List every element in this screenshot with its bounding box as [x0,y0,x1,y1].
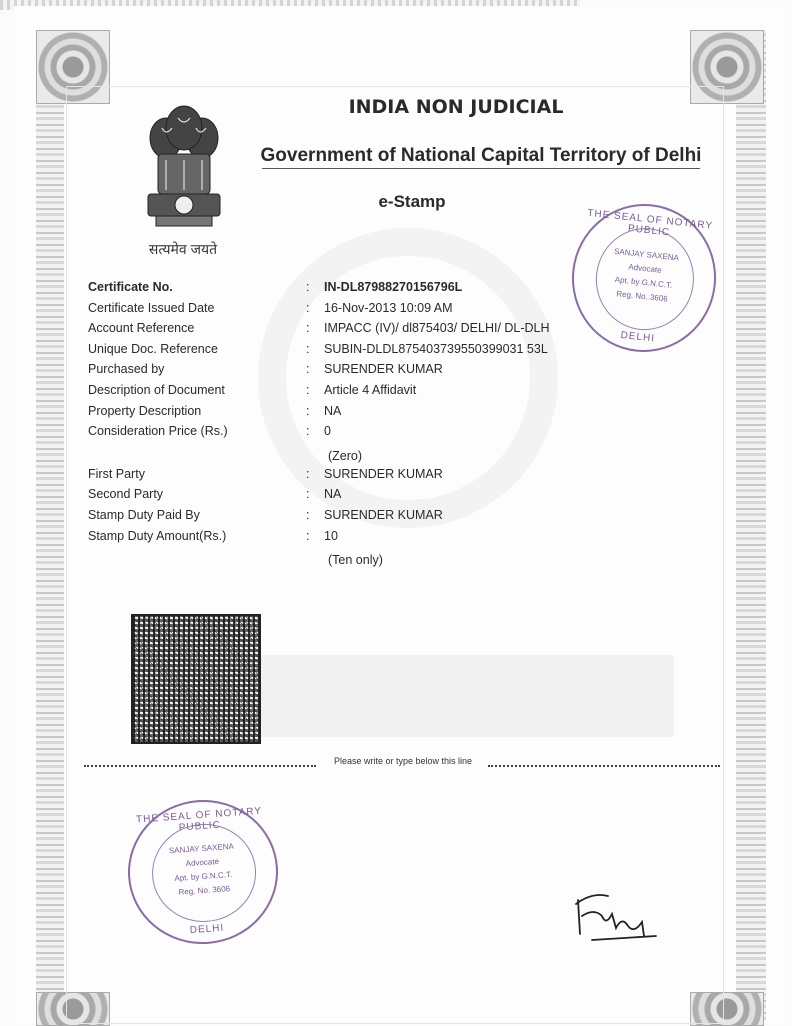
detail-label: Stamp Duty Amount(Rs.) [88,528,227,543]
separator-text: Please write or type below this line [333,756,473,766]
right-border-ornament [736,30,766,1020]
detail-separator: : [306,382,310,397]
detail-value: NA [324,403,342,418]
detail-label: Certificate No. [88,280,173,294]
dotted-line-left [84,765,316,767]
document-type: e-Stamp [378,192,446,211]
seal-top-text: THE SEAL OF NOTARY PUBLIC [586,207,714,239]
seal-appointment: Apt. by G.N.C.T. [174,869,233,883]
detail-label: Stamp Duty Paid By [88,507,200,522]
detail-value: 16-Nov-2013 10:09 AM [324,300,453,315]
detail-row-unique-doc-reference [88,342,688,363]
seal-registration: Reg. No. 3606 [178,884,231,897]
subtitle-underline [262,168,700,169]
seal-name: SANJAY SAXENA [168,841,235,856]
detail-label: Description of Document [88,382,225,397]
detail-separator: : [306,487,310,502]
seal-appointment: Apt. by G.N.C.T. [614,274,673,290]
detail-separator: : [306,403,310,418]
amount-words: (Ten only) [328,553,383,568]
detail-label: First Party [88,466,145,481]
signature-icon [572,886,662,946]
detail-separator: : [306,300,310,315]
detail-value: SURENDER KUMAR [324,362,443,377]
seal-registration: Reg. No. 3606 [615,289,669,304]
detail-separator: : [306,321,310,336]
detail-separator: : [306,424,310,439]
detail-row-property-description [88,404,688,425]
detail-label: Certificate Issued Date [88,300,215,315]
detail-row-second-party [88,487,688,508]
detail-separator: : [306,341,310,356]
detail-label: Account Reference [88,321,195,336]
seal-role: Advocate [627,262,663,275]
detail-value: 10 [324,528,338,543]
detail-label: Unique Doc. Reference [88,341,218,356]
seal-top-text: THE SEAL OF NOTARY PUBLIC [135,805,263,834]
emblem-motto: सत्यमेव जयते [148,241,218,257]
detail-separator: : [306,362,310,377]
detail-label: Property Description [88,403,202,418]
detail-value: SURENDER KUMAR [324,507,443,522]
detail-value: IN-DL87988270156796L [324,280,463,294]
seal-bottom-text: DELHI [620,329,656,345]
detail-separator: : [306,280,310,294]
amount-words: (Zero) [328,448,363,463]
detail-row-first-party [88,467,688,488]
detail-value: NA [324,487,342,502]
detail-separator: : [306,507,310,522]
detail-value: 0 [324,424,331,439]
seal-bottom-text: DELHI [189,922,225,937]
detail-row-description [88,383,688,404]
qr-code-icon [131,614,261,744]
watermark-original-band [258,655,674,737]
seal-role: Advocate [185,856,220,869]
ashoka-emblem-icon [136,98,232,240]
detail-label: Consideration Price (Rs.) [88,424,228,439]
detail-row-purchased-by [88,362,688,383]
detail-value: Article 4 Affidavit [324,382,417,397]
detail-row-stamp-duty-amount [88,529,688,550]
write-below-separator [84,756,720,770]
detail-label: Purchased by [88,362,165,377]
detail-row-consideration-price [88,424,688,445]
detail-separator: : [306,528,310,543]
detail-value: SURENDER KUMAR [324,466,443,481]
dotted-line-right [488,765,720,767]
detail-row-stamp-duty-paid-by [88,508,688,529]
detail-label: Second Party [88,487,164,502]
document-title: INDIA NON JUDICIAL [348,96,564,118]
issuing-authority: Government of National Capital Territory of Delhi [260,145,702,166]
detail-amount-in-words [88,445,688,467]
detail-amount-in-words [88,549,688,571]
detail-value: SUBIN-DLDL875403739550399031 53L [324,341,548,356]
left-border-ornament [36,30,64,1020]
detail-value: IMPACC (IV)/ dl875403/ DELHI/ DL-DLH [324,321,550,336]
detail-separator: : [306,466,310,481]
seal-name: SANJAY SAXENA [613,246,680,263]
